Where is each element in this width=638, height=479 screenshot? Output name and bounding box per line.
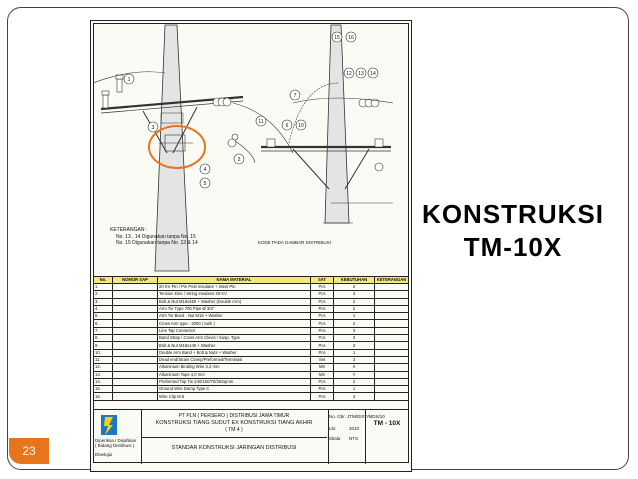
table-cell: Double Arm Band + Bolt & Nuts + Washer xyxy=(158,349,311,356)
table-cell xyxy=(375,320,409,327)
table-cell: Mtr xyxy=(311,364,334,371)
keterangan-note xyxy=(110,227,198,247)
table-cell: 3 xyxy=(334,327,375,334)
table-cell: Cross Arm type - 2000 ( tarik ) xyxy=(158,320,311,327)
scale-label: Skala xyxy=(329,436,341,441)
callout-label: 10 xyxy=(298,123,304,129)
table-row xyxy=(94,327,409,334)
table-cell xyxy=(113,284,158,291)
table-cell: 12. xyxy=(94,364,113,371)
material-table xyxy=(93,276,409,401)
table-cell: Pcs xyxy=(311,335,334,342)
table-cell xyxy=(375,327,409,334)
table-cell: Pcs xyxy=(311,291,334,298)
callout-label: 13 xyxy=(358,71,364,77)
col-header: NAMA MATERIAL xyxy=(158,277,311,284)
table-header-row xyxy=(94,277,409,284)
approval-sub: ( Bidang Distribusi ) xyxy=(95,443,135,448)
callout-label: 2 xyxy=(237,157,241,163)
table-cell xyxy=(375,356,409,363)
table-cell: Pcs xyxy=(311,349,334,356)
keterangan-line: No. 13 , 14 Digunakan tanpa No. 15 xyxy=(116,233,196,240)
table-cell: Dead end/Strain Clamp/Preformed/Terminasi xyxy=(158,356,311,363)
table-cell xyxy=(113,335,158,342)
callout-label: 15 xyxy=(334,35,340,41)
callout-label: 4 xyxy=(203,167,207,173)
table-cell: 2. xyxy=(94,291,113,298)
scale-value: NTS xyxy=(349,436,358,441)
table-cell: 2 xyxy=(334,284,375,291)
table-cell: 9. xyxy=(94,342,113,349)
table-cell xyxy=(113,364,158,371)
table-cell xyxy=(375,335,409,342)
table-cell: 1 xyxy=(334,386,375,393)
table-cell: 8. xyxy=(94,335,113,342)
table-row xyxy=(94,305,409,312)
table-cell: Alluminium Tape 4,0 mm xyxy=(158,371,311,378)
col-header: NOMOR SAP xyxy=(113,277,158,284)
code-label: TM - 10X xyxy=(373,420,401,427)
table-cell: Line Tap Connector xyxy=(158,327,311,334)
table-cell: 3 xyxy=(334,291,375,298)
table-cell xyxy=(375,378,409,385)
table-row xyxy=(94,335,409,342)
table-cell: 20 KV Pin / Pin Post Insulator + Steel Pin xyxy=(158,284,311,291)
table-cell: 3 xyxy=(334,342,375,349)
table-cell: 2 xyxy=(334,298,375,305)
table-cell xyxy=(375,371,409,378)
table-row xyxy=(94,371,409,378)
col-header: KEBUTUHAN xyxy=(334,277,375,284)
table-cell: Y xyxy=(334,371,375,378)
table-cell: Pcs xyxy=(311,378,334,385)
table-cell xyxy=(375,305,409,312)
callout-label: 5 xyxy=(203,181,207,187)
table-cell xyxy=(375,364,409,371)
table-cell xyxy=(113,386,158,393)
table-cell: 13. xyxy=(94,371,113,378)
table-cell: 1 xyxy=(334,313,375,320)
table-cell: Pcs xyxy=(311,342,334,349)
table-cell: 3. xyxy=(94,298,113,305)
table-row xyxy=(94,356,409,363)
table-cell xyxy=(375,313,409,320)
title-line-1: KONSTRUKSI xyxy=(422,199,604,229)
callout-label: 6 xyxy=(285,123,289,129)
callout-label: 3 xyxy=(151,125,155,131)
table-cell: 4. xyxy=(94,305,113,312)
table-cell: 5. xyxy=(94,313,113,320)
table-cell xyxy=(113,349,158,356)
table-cell xyxy=(375,393,409,400)
pln-logo xyxy=(99,413,119,437)
table-cell: Preformed Top Tie 240/150/70/35Sqmm xyxy=(158,378,311,385)
table-cell: 4 xyxy=(334,393,375,400)
table-cell: 6. xyxy=(94,320,113,327)
table-cell xyxy=(375,298,409,305)
table-cell: Band Strap / Cross Arm Clevis / Susp. Type xyxy=(158,335,311,342)
col-header: SAT xyxy=(311,277,334,284)
table-cell xyxy=(375,342,409,349)
title-block xyxy=(93,409,409,464)
table-cell: Wire Clip M.8 xyxy=(158,393,311,400)
table-cell: 14. xyxy=(94,378,113,385)
table-cell xyxy=(113,320,158,327)
table-cell: 11. xyxy=(94,356,113,363)
table-cell: 3 xyxy=(334,335,375,342)
approval-label: Diperiksa / Disahkan xyxy=(95,438,137,443)
keterangan-title: KETERANGAN : xyxy=(110,227,148,233)
table-cell: Pcs xyxy=(311,284,334,291)
callout-label: 1 xyxy=(127,77,131,83)
table-cell: 2 xyxy=(334,378,375,385)
table-cell xyxy=(375,349,409,356)
table-cell: Bolt & Nut M16x140 + Washer xyxy=(158,342,311,349)
table-row xyxy=(94,364,409,371)
table-row xyxy=(94,393,409,400)
year-label: 2010 xyxy=(349,426,360,431)
table-cell xyxy=(113,393,158,400)
table-cell: Arm Tie Type 700 Pipe Ø 3/4" xyxy=(158,305,311,312)
table-cell: 1. xyxy=(94,284,113,291)
keterangan-line: No. 15 Digunakan tanpa No. 13 & 14 xyxy=(116,240,198,246)
right-pole xyxy=(325,25,349,223)
table-cell xyxy=(113,313,158,320)
table-cell xyxy=(375,291,409,298)
table-cell: Ground Wire Damp Type C xyxy=(158,386,311,393)
table-cell: Bolt & Nut M16x460 + Washer (Double Arm) xyxy=(158,298,311,305)
table-cell: Pcs xyxy=(311,298,334,305)
table-cell: Pcs xyxy=(311,320,334,327)
table-cell: Pcs xyxy=(311,386,334,393)
sheet-label: Lbr. xyxy=(329,426,337,431)
company-name: PT PLN ( PERSERO ) DISTRIBUSI JAWA TIMUR xyxy=(178,413,290,419)
table-row xyxy=(94,291,409,298)
table-cell xyxy=(113,356,158,363)
table-cell: 2 xyxy=(334,305,375,312)
table-cell: 2 xyxy=(334,320,375,327)
table-row xyxy=(94,298,409,305)
table-cell xyxy=(113,291,158,298)
table-row xyxy=(94,342,409,349)
table-cell: Set xyxy=(311,356,334,363)
construction-title: KONSTRUKSI TIANG SUDUT EX KONSTRUKSI TIANG AKHIR xyxy=(155,420,313,426)
table-cell: Alluminium Binding Wire 3,2 mm xyxy=(158,364,311,371)
table-cell: Pcs xyxy=(311,393,334,400)
table-cell xyxy=(113,298,158,305)
page-number: 23 xyxy=(9,438,49,464)
table-cell: 15. xyxy=(94,386,113,393)
title-line-2: TM-10X xyxy=(463,232,563,262)
col-header: No. xyxy=(94,277,113,284)
table-cell: 16. xyxy=(94,393,113,400)
callout-label: 12 xyxy=(346,71,352,77)
table-cell: Arm Tie Band , Nut M16 + Washer xyxy=(158,313,311,320)
callout-label: 14 xyxy=(370,71,376,77)
table-cell xyxy=(113,371,158,378)
table-cell: 1 xyxy=(334,349,375,356)
callout-label: 16 xyxy=(348,35,354,41)
callout-label: 11 xyxy=(258,119,264,125)
table-cell: X xyxy=(334,364,375,371)
construction-code: ( TM 4 ) xyxy=(225,427,243,433)
col-header: KETERANGAN xyxy=(375,277,409,284)
doc-number: No. Gbr. JTM/DIST/MDS/10 xyxy=(329,414,385,419)
table-cell: Pcs xyxy=(311,313,334,320)
table-cell xyxy=(113,342,158,349)
table-row xyxy=(94,349,409,356)
table-row xyxy=(94,284,409,291)
table-cell: Mtr xyxy=(311,371,334,378)
table-cell: 7. xyxy=(94,327,113,334)
slide-title xyxy=(408,198,618,264)
standard-title: STANDAR KONSTRUKSI JARINGAN DISTRIBUSI xyxy=(171,445,297,451)
table-body xyxy=(94,284,409,401)
table-cell: 10. xyxy=(94,349,113,356)
table-row xyxy=(94,313,409,320)
table-cell xyxy=(375,386,409,393)
table-cell: Pcs xyxy=(311,327,334,334)
table-cell: Tension Disc / String Insulator 20 KV xyxy=(158,291,311,298)
table-cell xyxy=(113,378,158,385)
table-cell: 3 xyxy=(334,356,375,363)
table-cell xyxy=(113,327,158,334)
callout-label: 7 xyxy=(293,93,297,99)
table-row xyxy=(94,378,409,385)
table-cell xyxy=(375,284,409,291)
table-row xyxy=(94,386,409,393)
table-row xyxy=(94,320,409,327)
table-cell xyxy=(113,305,158,312)
table-cell: Pcs xyxy=(311,305,334,312)
kode-label: KODE PADA GAMBAR DISTRIBUSI xyxy=(258,240,331,245)
approved-label: Disetujui xyxy=(95,452,113,457)
